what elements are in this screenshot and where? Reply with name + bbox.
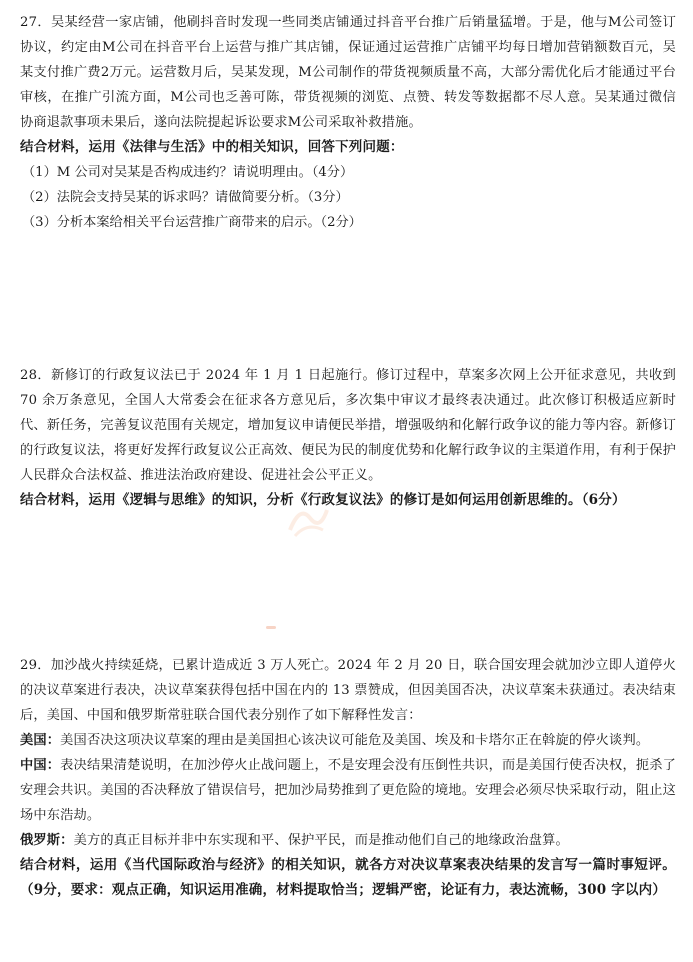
q29-ru-label: 俄罗斯： bbox=[20, 833, 74, 848]
question-29 bbox=[20, 653, 676, 903]
q27-sub-2: （2）法院会支持吴某的诉求吗？请做简要分析。（3分） bbox=[22, 190, 349, 205]
q29-ru-statement bbox=[20, 828, 676, 853]
watermark-mark bbox=[266, 626, 276, 629]
watermark-logo-icon bbox=[285, 500, 330, 540]
q29-cn-label: 中国： bbox=[20, 758, 61, 773]
q29-cn-statement bbox=[20, 753, 676, 828]
question-27 bbox=[20, 10, 676, 235]
q29-instruction: 结合材料，运用《当代国际政治与经济》的相关知识，就各方对决议草案表决结果的发言写一篇时事短评。（9分，要求：观点正确，知识运用准确，材料提取恰当；逻辑严密，论证有力，表达流畅，300 字以内） bbox=[20, 857, 676, 898]
q29-cn-text: 表决结果清楚说明，在加沙停火止战问题上，不是安理会没有压倒性共识，而是美国行使否决权，扼杀了安理会共识。美国的否决释放了错误信号，把加沙局势推到了更危险的境地。安理会必须尽快采取行动，阻止这场中东浩劫。 bbox=[20, 758, 676, 823]
q27-material: 27．吴某经营一家店铺，他刷抖音时发现一些同类店铺通过抖音平台推广后销量猛增。于是，他与M公司签订协议，约定由M公司在抖音平台上运营与推广其店铺，保证通过运营推广店铺平均每日增加营销额数百元，吴某支付推广费2万元。运营数月后，吴某发现，M公司制作的带货视频质量不高，大部分需优化后才能通过平台审核，在推广引流方面，M公司也乏善可陈，带货视频的浏览、点赞、转发等数据都不尽人意。吴某通过微信协商退款事项未果后，遂向法院提起诉讼要求M公司采取补救措施。 bbox=[20, 15, 676, 130]
q29-us-text: 美国否决这项决议草案的理由是美国担心该决议可能危及美国、埃及和卡塔尔正在斡旋的停火谈判。 bbox=[60, 733, 650, 748]
q29-us-label: 美国： bbox=[20, 733, 61, 748]
q27-instruction: 结合材料，运用《法律与生活》中的相关知识，回答下列问题： bbox=[20, 139, 404, 155]
q28-material: 28．新修订的行政复议法已于 2024 年 1 月 1 日起施行。修订过程中，草案多次网上公开征求意见，共收到 70 余万条意见，全国人大常委会在征求各方意见后，多次集中审议才最终表决通过。此次修订积极适应新时代、新任务，完善复议范围有关规定，增加复议申请便民举措，增强吸纳和化解行政争议的能力等内容。新修订的行政复议法，将更好发挥行政复议公正高效、便民为民的制度优势和化解行政争议的主渠道作用，有利于保护人民群众合法权益、推进法治政府建设、促进社会公平正义。 bbox=[20, 368, 676, 483]
q27-sub-1: （1）M 公司对吴某是否构成违约？请说明理由。（4分） bbox=[22, 165, 354, 180]
q27-sub-3: （3）分析本案给相关平台运营推广商带来的启示。（2分） bbox=[22, 215, 362, 230]
q29-ru-text: 美方的真正目标并非中东实现和平、保护平民，而是推动他们自己的地缘政治盘算。 bbox=[73, 833, 569, 848]
question-28 bbox=[20, 363, 676, 513]
q29-us-statement bbox=[20, 728, 676, 753]
q29-material: 29．加沙战火持续延烧，已累计造成近 3 万人死亡。2024 年 2 月 20 日，联合国安理会就加沙立即人道停火的决议草案进行表决，决议草案获得包括中国在内的 13 票赞成，但因美国否决，决议草案未获通过。表决结束后，美国、中国和俄罗斯常驻联合国代表分别作了如下解释性发言： bbox=[20, 658, 676, 723]
q28-instruction: 结合材料，运用《逻辑与思维》的知识，分析《行政复议法》的修订是如何运用创新思维的。（6分） bbox=[20, 492, 626, 508]
